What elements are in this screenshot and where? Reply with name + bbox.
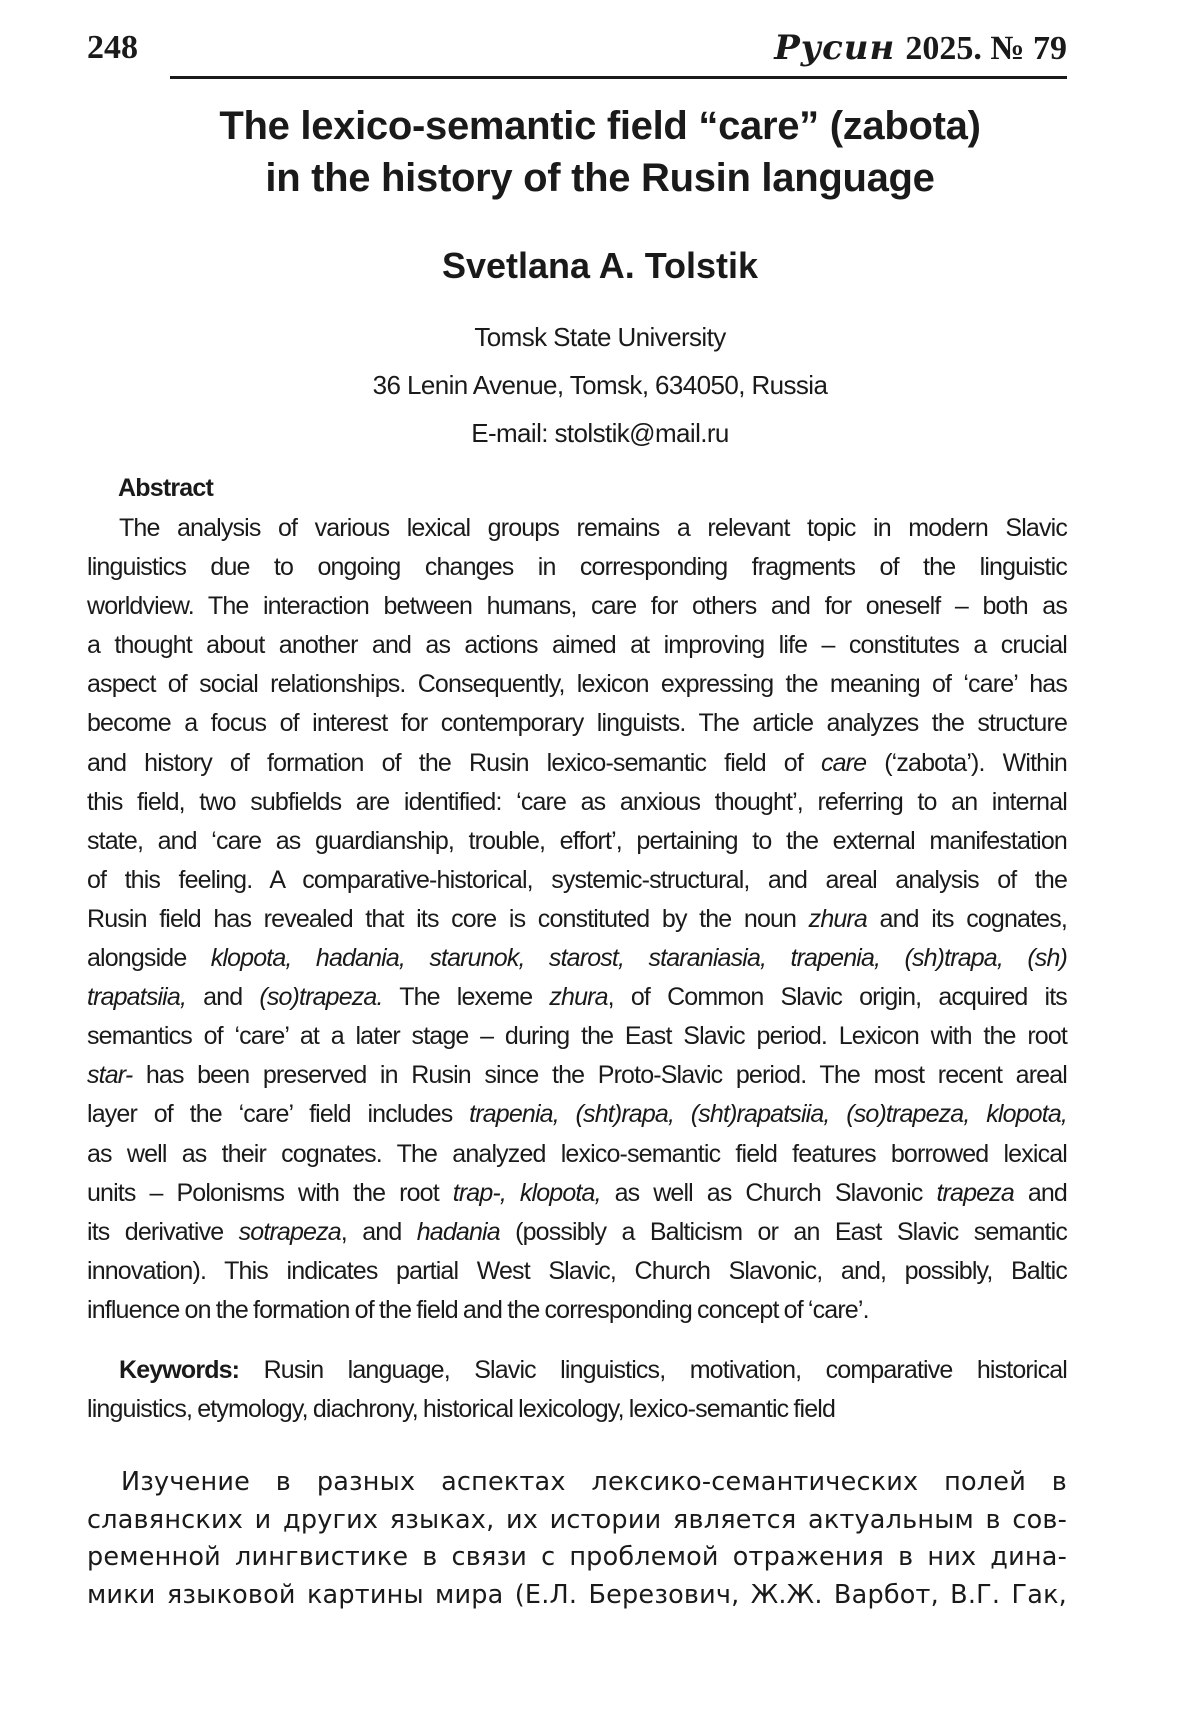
abstract-line: as well as their cognates. The analyzed lexico-semantic field features borrowed lexical [87,1139,1067,1168]
keywords-text: Rusin language, Slavic linguistics, motivation, comparative historical [263,1356,1067,1384]
abstract-line: The analysis of various lexical groups remains a relevant topic in modern Slavic [119,514,1067,542]
abstract-line [87,1056,1067,1095]
abstract-text: , of Common Slavic origin, acquired its [607,983,1067,1012]
abstract-line: this field, two subfields are identified: ‘care as anxious thought’, referring to an internal [87,787,1067,816]
abstract-term: hadania [416,1217,500,1246]
article-title [100,100,1100,204]
abstract-line: semantics of ‘care’ at a later stage – during the East Slavic period. Lexicon with the root [87,1022,1067,1051]
abstract-term: klopota, hadania, starunok, starost, staraniasia, trapenia, (sh)trapa, (sh) [210,944,1067,973]
abstract-text: alongside [87,944,187,973]
journal-name-logo: Русин [774,28,896,68]
abstract-term: trapenia, (sht)rapa, (sht)rapatsiia, (so)trapeza, klopota, [469,1100,1067,1129]
abstract-term: zhura [549,983,608,1012]
abstract-line [87,1174,1067,1213]
abstract-body [87,509,1067,1330]
header-rule [170,76,1067,79]
abstract-text: and [203,983,243,1012]
abstract-text: layer of the ‘care’ field includes [87,1100,453,1129]
abstract-line: innovation). This indicates partial West Slavic, Church Slavonic, and, possibly, Baltic [87,1256,1067,1285]
body-line: мики языковой картины мира (Е.Л. Березович, Ж.Ж. Варбот, В.Г. Гак, [87,1579,1067,1610]
abstract-term: zhura [808,904,867,933]
abstract-text: and history of formation of the Rusin lexico-semantic field of [87,748,803,777]
abstract-text: Rusin field has revealed that its core is constituted by the noun [87,904,797,933]
abstract-text: (possibly a Balticism or an East Slavic semantic [515,1217,1067,1246]
abstract-term: star- [87,1061,133,1090]
abstract-text: (‘zabota’). Within [884,748,1067,777]
body-line: ременной лингвистике в связи с проблемой отражения в них дина- [87,1542,1067,1572]
abstract-term: (so)trapeza. [259,983,383,1012]
abstract-text: has been preserved in Rusin since the Proto-Slavic period. The most recent areal [145,1061,1067,1090]
page-number: 248 [87,29,138,66]
abstract-heading: Abstract [118,474,214,502]
body-text [87,1464,1067,1614]
body-line: Изучение в разных аспектах лексико-семантических полей в [121,1467,1067,1497]
abstract-line [87,939,1067,978]
abstract-term: sotrapeza [238,1217,341,1246]
abstract-term: care [820,748,867,777]
abstract-line: state, and ‘care as guardianship, trouble, effort’, pertaining to the external manifestation [87,826,1067,855]
keywords-line: linguistics, etymology, diachrony, historical lexicology, lexico-semantic field [87,1395,836,1424]
abstract-line [87,1213,1067,1252]
body-line: славянских и других языках, их истории является актуальным в сов- [87,1504,1067,1535]
abstract-line [87,978,1067,1017]
title-line-1: The lexico-semantic field “care” (zabota) [219,104,981,148]
abstract-line: influence on the formation of the field and the corresponding concept of ‘care’. [87,1295,869,1324]
abstract-line [87,1095,1067,1134]
abstract-line: aspect of social relationships. Consequently, lexicon expressing the meaning of ‘care’ has [87,670,1067,699]
email: E-mail: stolstik@mail.ru [471,418,729,448]
abstract-text: as well as Church Slavonic [614,1178,923,1207]
title-line-2: in the history of the Rusin language [265,156,935,200]
abstract-text: , and [340,1217,402,1246]
address: 36 Lenin Avenue, Tomsk, 634050, Russia [372,370,828,400]
abstract-line: of this feeling. A comparative-historical, systemic-structural, and areal analysis of the [87,865,1067,894]
keywords-line [87,1351,1067,1390]
abstract-text: and its cognates, [879,904,1067,933]
abstract-line: linguistics due to ongoing changes in corresponding fragments of the linguistic [87,553,1067,582]
abstract-term: trapeza [936,1178,1014,1207]
keywords-label: Keywords: [119,1356,240,1384]
abstract-text: and [1027,1178,1067,1207]
abstract-line: worldview. The interaction between humans, care for others and for oneself – both as [87,592,1067,621]
abstract-text: The lexeme [399,983,533,1012]
abstract-line: become a focus of interest for contemporary linguists. The article analyzes the structure [87,709,1067,738]
abstract-term: trapatsiia, [87,983,187,1012]
abstract-text: its derivative [87,1217,224,1246]
journal-mark [774,26,1067,71]
abstract-line [87,744,1067,783]
abstract-line [87,900,1067,939]
abstract-line: a thought about another and as actions aimed at improving life – constitutes a crucial [87,631,1067,660]
abstract-term: trap-, klopota, [452,1178,601,1207]
author-name: Svetlana A. Tolstik [441,245,759,286]
affiliation: Tomsk State University [474,322,726,352]
abstract-text: units – Polonisms with the root [87,1178,439,1207]
keywords [87,1351,1067,1429]
issue-number: 2025. № 79 [905,30,1067,67]
